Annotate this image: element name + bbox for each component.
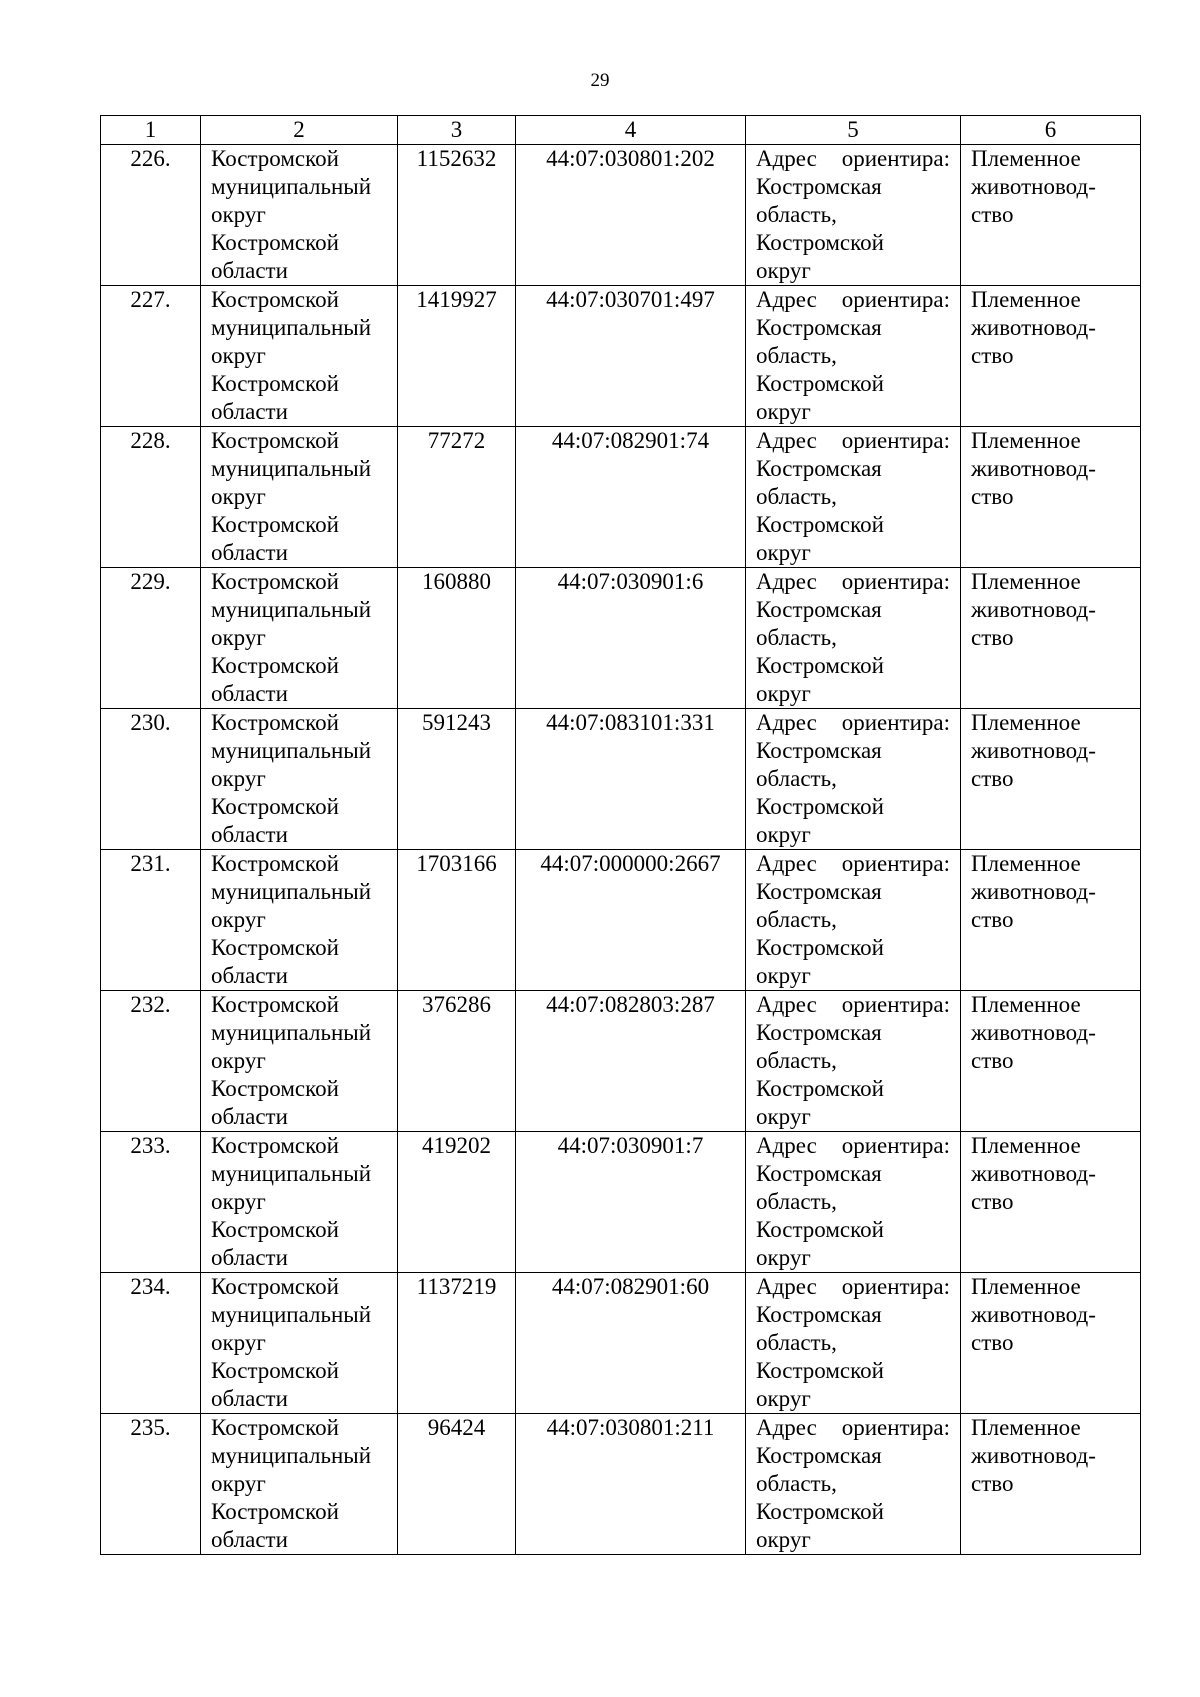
permitted-use-line: Племенное <box>971 569 1081 594</box>
municipality-line: области <box>211 540 288 565</box>
table-row <box>101 568 1141 709</box>
address-line: область, <box>756 1189 837 1214</box>
permitted-use-cell <box>961 1273 1141 1414</box>
address-word: ориентира: <box>841 1415 950 1440</box>
address-cell <box>746 145 961 286</box>
address-line: область, <box>756 1330 837 1355</box>
area-cell: 96424 <box>398 1414 516 1555</box>
permitted-use-line: животновод- <box>971 1443 1096 1468</box>
municipality-line: Костромской <box>211 794 339 819</box>
municipality-line: области <box>211 1245 288 1270</box>
address-line: округ <box>756 681 811 706</box>
area-cell: 77272 <box>398 427 516 568</box>
address-line: Костромской <box>756 935 884 960</box>
table-body <box>101 116 1141 1555</box>
municipality-line: округ <box>211 625 266 650</box>
permitted-use-cell <box>961 568 1141 709</box>
table-header-row <box>101 116 1141 145</box>
municipality-line: Костромской <box>211 371 339 396</box>
area-cell: 1137219 <box>398 1273 516 1414</box>
address-line: Костромская <box>756 1020 882 1045</box>
column-header: 5 <box>746 116 961 145</box>
municipality-line: Костромской <box>211 512 339 537</box>
address-line: округ <box>756 1527 811 1552</box>
cadastral-number-cell: 44:07:083101:331 <box>516 709 746 850</box>
address-line: Костромской <box>756 230 884 255</box>
address-line: область, <box>756 484 837 509</box>
address-line: округ <box>756 399 811 424</box>
municipality-line: округ <box>211 1471 266 1496</box>
cadastral-number-cell: 44:07:000000:2667 <box>516 850 746 991</box>
permitted-use-line: Племенное <box>971 287 1081 312</box>
permitted-use-line: ство <box>971 625 1014 650</box>
permitted-use-cell <box>961 1132 1141 1273</box>
municipality-line: Костромской <box>211 1076 339 1101</box>
address-word: ориентира: <box>841 851 950 876</box>
municipality-line: Костромской <box>211 287 339 312</box>
municipality-line: муниципальный <box>211 456 372 481</box>
address-word: Адрес <box>756 1415 817 1440</box>
municipality-cell <box>201 568 398 709</box>
address-word: Адрес <box>756 992 817 1017</box>
cadastral-number-cell: 44:07:030801:202 <box>516 145 746 286</box>
column-header: 4 <box>516 116 746 145</box>
address-first-line <box>756 991 950 1019</box>
permitted-use-line: ство <box>971 343 1014 368</box>
row-number-cell: 234. <box>101 1273 201 1414</box>
row-number-cell: 229. <box>101 568 201 709</box>
address-word: ориентира: <box>841 992 950 1017</box>
land-plots-table <box>100 115 1141 1555</box>
address-line: округ <box>756 1104 811 1129</box>
municipality-line: муниципальный <box>211 1443 372 1468</box>
permitted-use-cell <box>961 991 1141 1132</box>
permitted-use-line: животновод- <box>971 1161 1096 1186</box>
permitted-use-line: ство <box>971 1330 1014 1355</box>
address-word: ориентира: <box>841 287 950 312</box>
municipality-line: округ <box>211 343 266 368</box>
municipality-line: Костромской <box>211 428 339 453</box>
column-header: 2 <box>201 116 398 145</box>
address-cell <box>746 991 961 1132</box>
area-cell: 1703166 <box>398 850 516 991</box>
municipality-cell <box>201 709 398 850</box>
municipality-line: муниципальный <box>211 597 372 622</box>
address-line: Костромской <box>756 1217 884 1242</box>
table-row <box>101 1132 1141 1273</box>
address-word: Адрес <box>756 146 817 171</box>
cadastral-number-cell: 44:07:082803:287 <box>516 991 746 1132</box>
municipality-line: округ <box>211 484 266 509</box>
permitted-use-line: Племенное <box>971 1274 1081 1299</box>
address-cell <box>746 286 961 427</box>
address-line: область, <box>756 766 837 791</box>
municipality-cell <box>201 1414 398 1555</box>
municipality-line: Костромской <box>211 1499 339 1524</box>
permitted-use-line: Племенное <box>971 992 1081 1017</box>
column-header: 3 <box>398 116 516 145</box>
area-cell: 1419927 <box>398 286 516 427</box>
municipality-line: области <box>211 1104 288 1129</box>
page-number: 29 <box>590 70 610 91</box>
permitted-use-line: животновод- <box>971 456 1096 481</box>
address-line: Костромская <box>756 1443 882 1468</box>
address-line: Костромская <box>756 879 882 904</box>
cadastral-number-cell: 44:07:030801:211 <box>516 1414 746 1555</box>
table-row <box>101 427 1141 568</box>
municipality-line: муниципальный <box>211 174 372 199</box>
address-word: Адрес <box>756 569 817 594</box>
permitted-use-line: ство <box>971 484 1014 509</box>
address-line: Костромской <box>756 794 884 819</box>
permitted-use-line: ство <box>971 907 1014 932</box>
row-number-cell: 232. <box>101 991 201 1132</box>
address-word: ориентира: <box>841 710 950 735</box>
municipality-line: Костромской <box>211 710 339 735</box>
address-word: ориентира: <box>841 428 950 453</box>
address-line: округ <box>756 540 811 565</box>
permitted-use-line: животновод- <box>971 879 1096 904</box>
permitted-use-line: Племенное <box>971 1415 1081 1440</box>
municipality-line: Костромской <box>211 1274 339 1299</box>
cadastral-number-cell: 44:07:082901:74 <box>516 427 746 568</box>
permitted-use-cell <box>961 427 1141 568</box>
address-cell <box>746 1414 961 1555</box>
address-line: область, <box>756 907 837 932</box>
municipality-line: округ <box>211 1189 266 1214</box>
table-row <box>101 145 1141 286</box>
address-word: Адрес <box>756 428 817 453</box>
permitted-use-cell <box>961 1414 1141 1555</box>
permitted-use-cell <box>961 709 1141 850</box>
cadastral-number-cell: 44:07:030901:7 <box>516 1132 746 1273</box>
address-first-line <box>756 1414 950 1442</box>
permitted-use-line: Племенное <box>971 851 1081 876</box>
permitted-use-cell <box>961 145 1141 286</box>
row-number-cell: 228. <box>101 427 201 568</box>
municipality-cell <box>201 1132 398 1273</box>
address-line: Костромская <box>756 597 882 622</box>
municipality-cell <box>201 991 398 1132</box>
table-row <box>101 286 1141 427</box>
row-number-cell: 235. <box>101 1414 201 1555</box>
table-row <box>101 991 1141 1132</box>
permitted-use-cell <box>961 850 1141 991</box>
permitted-use-line: Племенное <box>971 710 1081 735</box>
municipality-line: Костромской <box>211 1358 339 1383</box>
address-cell <box>746 709 961 850</box>
municipality-line: Костромской <box>211 569 339 594</box>
municipality-line: Костромской <box>211 230 339 255</box>
cadastral-number-cell: 44:07:030701:497 <box>516 286 746 427</box>
municipality-line: муниципальный <box>211 315 372 340</box>
municipality-cell <box>201 427 398 568</box>
address-line: Костромской <box>756 371 884 396</box>
address-word: Адрес <box>756 1133 817 1158</box>
municipality-line: Костромской <box>211 1415 339 1440</box>
address-first-line <box>756 145 950 173</box>
municipality-line: муниципальный <box>211 879 372 904</box>
address-word: ориентира: <box>841 1274 950 1299</box>
address-line: Костромская <box>756 456 882 481</box>
area-cell: 591243 <box>398 709 516 850</box>
municipality-cell <box>201 1273 398 1414</box>
municipality-cell <box>201 145 398 286</box>
address-line: Костромской <box>756 1076 884 1101</box>
municipality-line: округ <box>211 202 266 227</box>
address-line: Костромская <box>756 738 882 763</box>
permitted-use-line: животновод- <box>971 315 1096 340</box>
address-word: Адрес <box>756 710 817 735</box>
permitted-use-line: ство <box>971 1048 1014 1073</box>
municipality-line: муниципальный <box>211 1020 372 1045</box>
municipality-line: округ <box>211 766 266 791</box>
address-line: область, <box>756 1471 837 1496</box>
address-first-line <box>756 1273 950 1301</box>
permitted-use-line: ство <box>971 1189 1014 1214</box>
column-header: 1 <box>101 116 201 145</box>
row-number-cell: 233. <box>101 1132 201 1273</box>
address-line: Костромская <box>756 1161 882 1186</box>
municipality-line: Костромской <box>211 935 339 960</box>
address-line: область, <box>756 202 837 227</box>
municipality-line: округ <box>211 1048 266 1073</box>
permitted-use-line: животновод- <box>971 1302 1096 1327</box>
municipality-line: Костромской <box>211 1217 339 1242</box>
address-word: ориентира: <box>841 146 950 171</box>
address-line: округ <box>756 1245 811 1270</box>
address-first-line <box>756 427 950 455</box>
address-line: округ <box>756 963 811 988</box>
address-first-line <box>756 709 950 737</box>
address-line: Костромская <box>756 1302 882 1327</box>
address-line: Костромская <box>756 315 882 340</box>
row-number-cell: 226. <box>101 145 201 286</box>
address-first-line <box>756 286 950 314</box>
address-word: Адрес <box>756 287 817 312</box>
permitted-use-line: животновод- <box>971 1020 1096 1045</box>
permitted-use-line: животновод- <box>971 597 1096 622</box>
table-row <box>101 1273 1141 1414</box>
municipality-line: Костромской <box>211 653 339 678</box>
permitted-use-line: животновод- <box>971 738 1096 763</box>
cadastral-number-cell: 44:07:082901:60 <box>516 1273 746 1414</box>
municipality-line: округ <box>211 1330 266 1355</box>
area-cell: 419202 <box>398 1132 516 1273</box>
municipality-cell <box>201 286 398 427</box>
permitted-use-line: животновод- <box>971 174 1096 199</box>
address-line: Костромской <box>756 1499 884 1524</box>
permitted-use-cell <box>961 286 1141 427</box>
municipality-line: Костромской <box>211 146 339 171</box>
municipality-line: округ <box>211 907 266 932</box>
area-cell: 376286 <box>398 991 516 1132</box>
municipality-line: Костромской <box>211 992 339 1017</box>
municipality-line: муниципальный <box>211 1302 372 1327</box>
address-first-line <box>756 850 950 878</box>
address-cell <box>746 1273 961 1414</box>
address-line: Костромская <box>756 174 882 199</box>
area-cell: 160880 <box>398 568 516 709</box>
area-cell: 1152632 <box>398 145 516 286</box>
address-line: область, <box>756 1048 837 1073</box>
address-first-line <box>756 1132 950 1160</box>
row-number-cell: 231. <box>101 850 201 991</box>
address-word: ориентира: <box>841 1133 950 1158</box>
address-line: область, <box>756 625 837 650</box>
municipality-line: области <box>211 681 288 706</box>
municipality-line: области <box>211 399 288 424</box>
column-header: 6 <box>961 116 1141 145</box>
permitted-use-line: Племенное <box>971 146 1081 171</box>
municipality-line: области <box>211 822 288 847</box>
address-word: ориентира: <box>841 569 950 594</box>
municipality-line: области <box>211 258 288 283</box>
address-cell <box>746 568 961 709</box>
municipality-line: области <box>211 963 288 988</box>
address-cell <box>746 1132 961 1273</box>
address-cell <box>746 427 961 568</box>
permitted-use-line: Племенное <box>971 1133 1081 1158</box>
address-cell <box>746 850 961 991</box>
address-line: округ <box>756 258 811 283</box>
permitted-use-line: Племенное <box>971 428 1081 453</box>
address-word: Адрес <box>756 1274 817 1299</box>
row-number-cell: 230. <box>101 709 201 850</box>
address-first-line <box>756 568 950 596</box>
permitted-use-line: ство <box>971 766 1014 791</box>
table-row <box>101 1414 1141 1555</box>
address-word: Адрес <box>756 851 817 876</box>
address-line: Костромской <box>756 653 884 678</box>
row-number-cell: 227. <box>101 286 201 427</box>
address-line: область, <box>756 343 837 368</box>
municipality-line: области <box>211 1386 288 1411</box>
address-line: округ <box>756 822 811 847</box>
municipality-line: муниципальный <box>211 1161 372 1186</box>
table-row <box>101 709 1141 850</box>
cadastral-number-cell: 44:07:030901:6 <box>516 568 746 709</box>
address-line: Костромской <box>756 512 884 537</box>
municipality-cell <box>201 850 398 991</box>
address-line: округ <box>756 1386 811 1411</box>
municipality-line: области <box>211 1527 288 1552</box>
municipality-line: Костромской <box>211 1133 339 1158</box>
permitted-use-line: ство <box>971 202 1014 227</box>
address-line: Костромской <box>756 1358 884 1383</box>
municipality-line: муниципальный <box>211 738 372 763</box>
table-row <box>101 850 1141 991</box>
municipality-line: Костромской <box>211 851 339 876</box>
permitted-use-line: ство <box>971 1471 1014 1496</box>
